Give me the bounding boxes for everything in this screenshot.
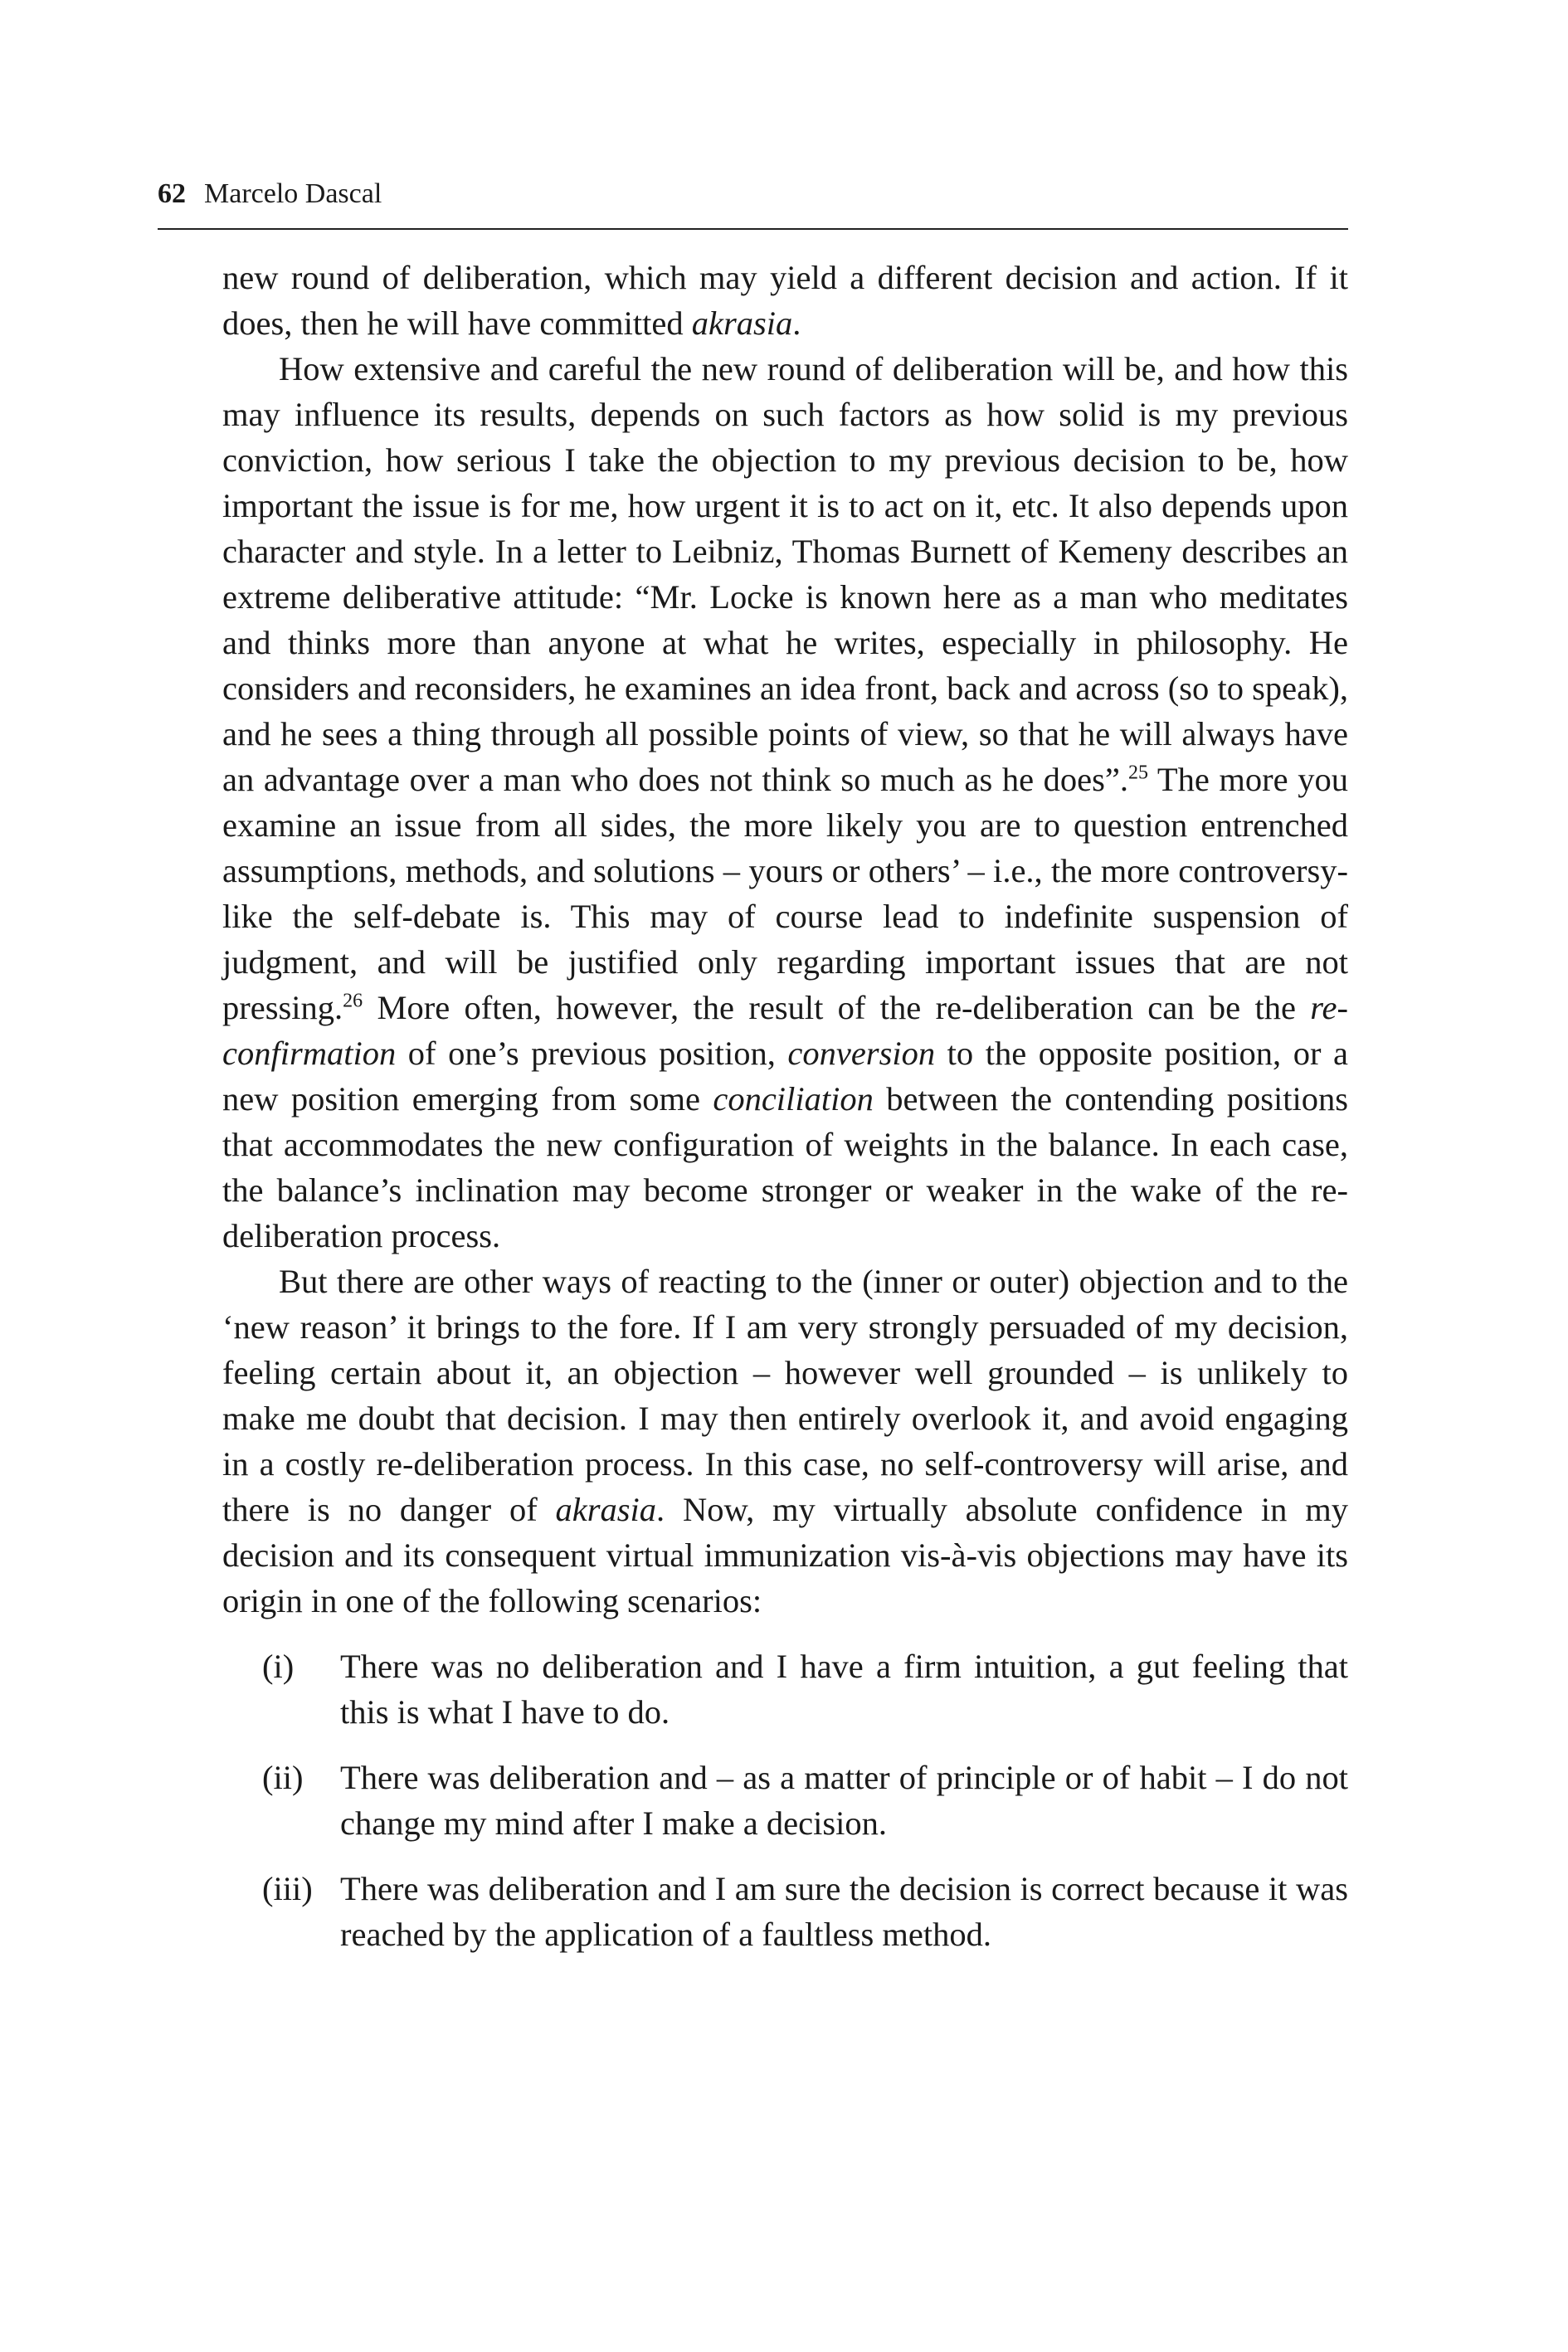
list-item	[222, 1866, 1348, 1957]
paragraph-2-seg-2: The more you examine an issue from all sides, the more likely you are to question entrenched assumptions, methods, and solutions – yours or others’ – i.e., the more controversy-like the self-debate is. This may of course lead to indefinite suspension of judgment, and will be justified only regarding important issues that are not pressing.	[222, 761, 1348, 1026]
scenario-list	[222, 1643, 1348, 1957]
paragraph-3-italic: akrasia	[555, 1491, 657, 1528]
running-head-author: Marcelo Dascal	[204, 178, 382, 209]
list-item-marker: (i)	[262, 1648, 295, 1685]
paragraph-1-end: .	[792, 304, 801, 342]
term-conversion: conversion	[787, 1035, 936, 1072]
running-head	[158, 178, 1348, 230]
list-item-marker: (ii)	[262, 1759, 304, 1796]
list-item	[222, 1643, 1348, 1735]
body-text	[222, 255, 1348, 1957]
term-conciliation: conciliation	[713, 1080, 874, 1118]
list-item	[222, 1755, 1348, 1846]
list-item-marker: (iii)	[262, 1870, 313, 1907]
paragraph-2-seg-6: between the contending positions that accommodates the new configuration of weights in the balance. In each case, the balance’s inclination may become stronger or weaker in the wake of the re-deliberation process.	[222, 1080, 1349, 1254]
footnote-ref-25[interactable]: 25	[1128, 762, 1149, 784]
term-re-confirmation: re-confirmation	[222, 989, 1348, 1072]
page-number: 62	[158, 178, 186, 209]
paragraph-3	[222, 1259, 1348, 1624]
list-item-text: There was deliberation and I am sure the decision is correct because it was reached by the application of a faultless method.	[340, 1870, 1348, 1953]
paragraph-2	[222, 346, 1348, 1259]
list-item-text: There was no deliberation and I have a firm intuition, a gut feeling that this is what I have to do.	[340, 1648, 1348, 1731]
page	[158, 178, 1348, 1977]
list-item-text: There was deliberation and – as a matter of principle or of habit – I do not change my mind after I make a decision.	[340, 1759, 1348, 1842]
paragraph-1	[222, 255, 1348, 346]
paragraph-3-seg-2: . Now, my virtually absolute confidence in my decision and its consequent virtual immunization vis-à-vis objections may have its origin in one of the following scenarios:	[222, 1491, 1348, 1619]
paragraph-2-seg-4: of one’s previous position,	[396, 1035, 788, 1072]
paragraph-1-italic: akrasia	[691, 304, 793, 342]
paragraph-2-seg-5: to the opposite position, or a new position emerging from some	[222, 1035, 1348, 1118]
footnote-ref-26[interactable]: 26	[343, 990, 363, 1012]
paragraph-3-seg-1: But there are other ways of reacting to the (inner or outer) objection and to the ‘new reason’ it brings to the fore. If I am very strongly persuaded of my decision, feeling certain about it, an objection – however well grounded – is unlikely to make me doubt that decision. I may then entirely overlook it, and avoid engaging in a costly re-deliberation process. In this case, no self-controversy will arise, and there is no danger of	[222, 1263, 1348, 1528]
paragraph-1-text: new round of deliberation, which may yield a different decision and action. If it does, then he will have committed	[222, 259, 1348, 342]
paragraph-2-seg-3: More often, however, the result of the re-deliberation can be the	[363, 989, 1311, 1026]
paragraph-2-seg-1: How extensive and careful the new round of deliberation will be, and how this may influence its results, depends on such factors as how solid is my previous conviction, how serious I take the objection to my previous decision to be, how important the issue is for me, how urgent it is to act on it, etc. It also depends upon character and style. In a letter to Leibniz, Thomas Burnett of Kemeny describes an extreme deliberative attitude: “Mr. Locke is known here as a man who meditates and thinks more than anyone at what he writes, especially in philosophy. He considers and reconsiders, he examines an idea front, back and across (so to speak), and he sees a thing through all possible points of view, so that he will always have an advantage over a man who does not think so much as he does”.	[222, 350, 1348, 798]
